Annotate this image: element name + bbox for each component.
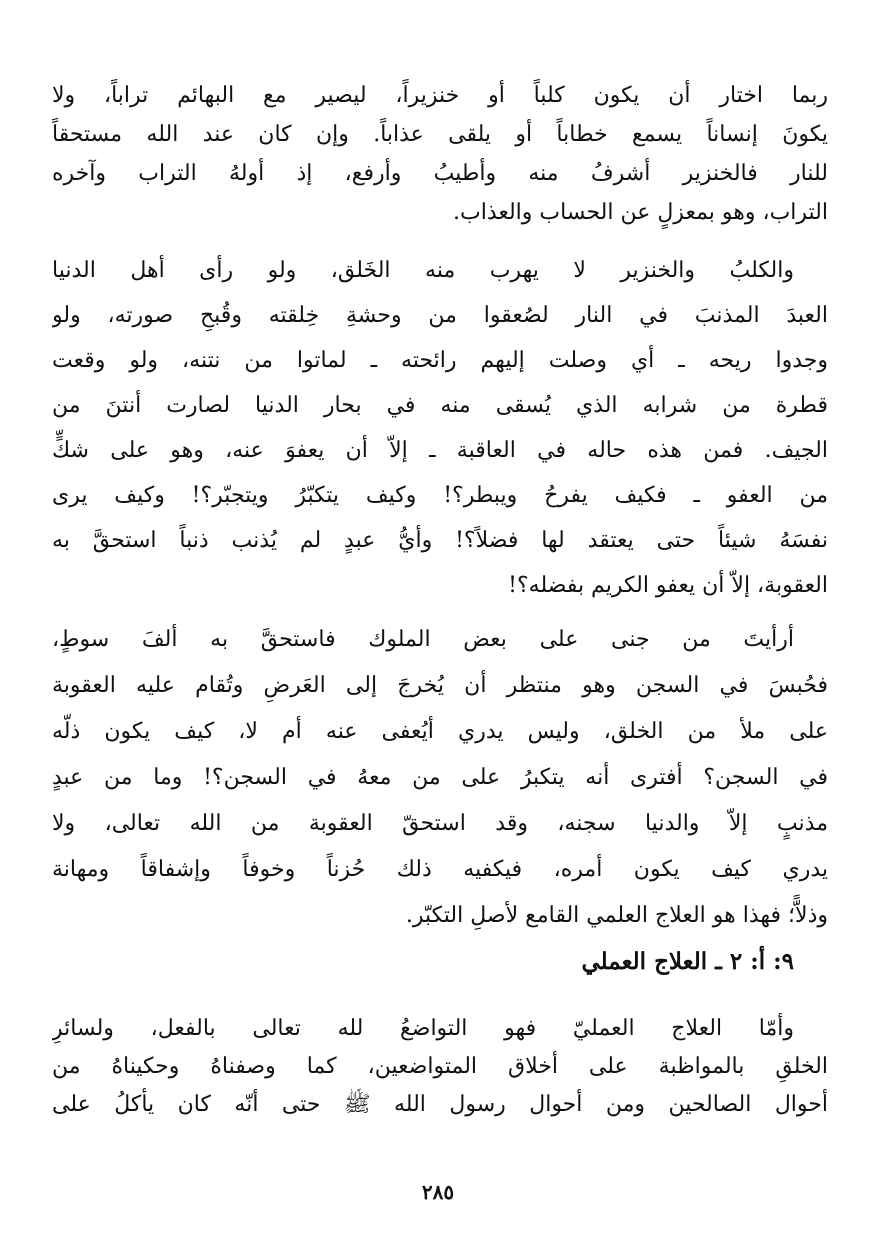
text-line: يدري كيف يكون أمره، فيكفيه ذلك حُزناً وخوفاً وإشفاقاً ومهانة xyxy=(52,857,828,882)
text-line: الجيف. فمن هذه حاله في العاقبة ـ إلاّ أن يعفوَ عنه، وهو على شكٍّ xyxy=(52,438,828,463)
text-line: وجدوا ريحه ـ أي وصلت إليهم رائحته ـ لماتوا من نتنه، ولو وقعت xyxy=(52,348,828,373)
section-heading: ٩: أ: ٢ ـ العلاج العملي xyxy=(581,948,794,975)
text-line: التراب، وهو بمعزلٍ عن الحساب والعذاب. xyxy=(453,200,828,225)
paragraph-1 xyxy=(52,76,828,232)
text-line: ربما اختار أن يكون كلباً أو خنزيراً، ليصير مع البهائم تراباً، ولا xyxy=(52,83,828,108)
text-line: نفسَهُ شيئاً حتى يعتقد لها فضلاً؟! وأيُّ عبدٍ لم يُذنب ذنباً استحقَّ به xyxy=(52,528,828,553)
page-number: ٢٨٥ xyxy=(421,1180,455,1204)
text-line: وذلاًّ؛ فهذا هو العلاج العلمي القامع لأصلِ التكبّر. xyxy=(405,903,828,928)
text-line: فحُبسَ في السجن وهو منتظر أن يُخرجَ إلى العَرضِ وتُقام عليه العقوبة xyxy=(52,673,828,698)
paragraph-3 xyxy=(52,617,828,939)
text-line: العقوبة، إلاّ أن يعفو الكريم بفضله؟! xyxy=(508,573,828,598)
text-line: مذنبٍ إلاّ والدنيا سجنه، وقد استحقّ العقوبة من الله تعالى، ولا xyxy=(52,811,828,836)
text-line: قطرة من شرابه الذي يُسقى منه في بحار الدنيا لصارت أنتنَ من xyxy=(52,393,828,418)
text-line: يكونَ إنساناً يسمع خطاباً أو يلقى عذاباً. وإن كان عند الله مستحقاً xyxy=(52,122,828,147)
text-line: من العفو ـ فكيف يفرحُ ويبطر؟! وكيف يتكبّرُ ويتجبّر؟! وكيف يرى xyxy=(52,483,828,508)
text-line: على ملأ من الخلق، وليس يدري أيُعفى عنه أم لا، كيف يكون ذلّه xyxy=(52,719,828,744)
text-line: والكلبُ والخنزير لا يهرب منه الخَلق، ولو رأى أهل الدنيا xyxy=(52,258,794,283)
paragraph-2 xyxy=(52,248,828,608)
text-line: وأمّا العلاج العمليّ فهو التواضعُ لله تعالى بالفعل، ولسائرِ xyxy=(52,1016,794,1041)
text-line: أحوال الصالحين ومن أحوال رسول الله ﷺ حتى أنّه كان يأكلُ على xyxy=(52,1092,828,1117)
text-line: العبدَ المذنبَ في النار لصُعقوا من وحشةِ خِلقته وقُبحِ صورته، ولو xyxy=(52,303,828,328)
text-line: أرأيتَ من جنى على بعض الملوك فاستحقَّ به ألفَ سوطٍ، xyxy=(52,627,794,652)
text-line: الخلقِ بالمواظبة على أخلاق المتواضعين، كما وصفناهُ وحكيناهُ من xyxy=(52,1054,828,1079)
text-line: في السجن؟ أفترى أنه يتكبرُ على من معهُ في السجن؟! وما من عبدٍ xyxy=(52,765,828,790)
paragraph-4 xyxy=(52,1010,828,1124)
text-line: للنار فالخنزير أشرفُ منه وأطيبُ وأرفع، إذ أولهُ التراب وآخره xyxy=(52,161,828,186)
